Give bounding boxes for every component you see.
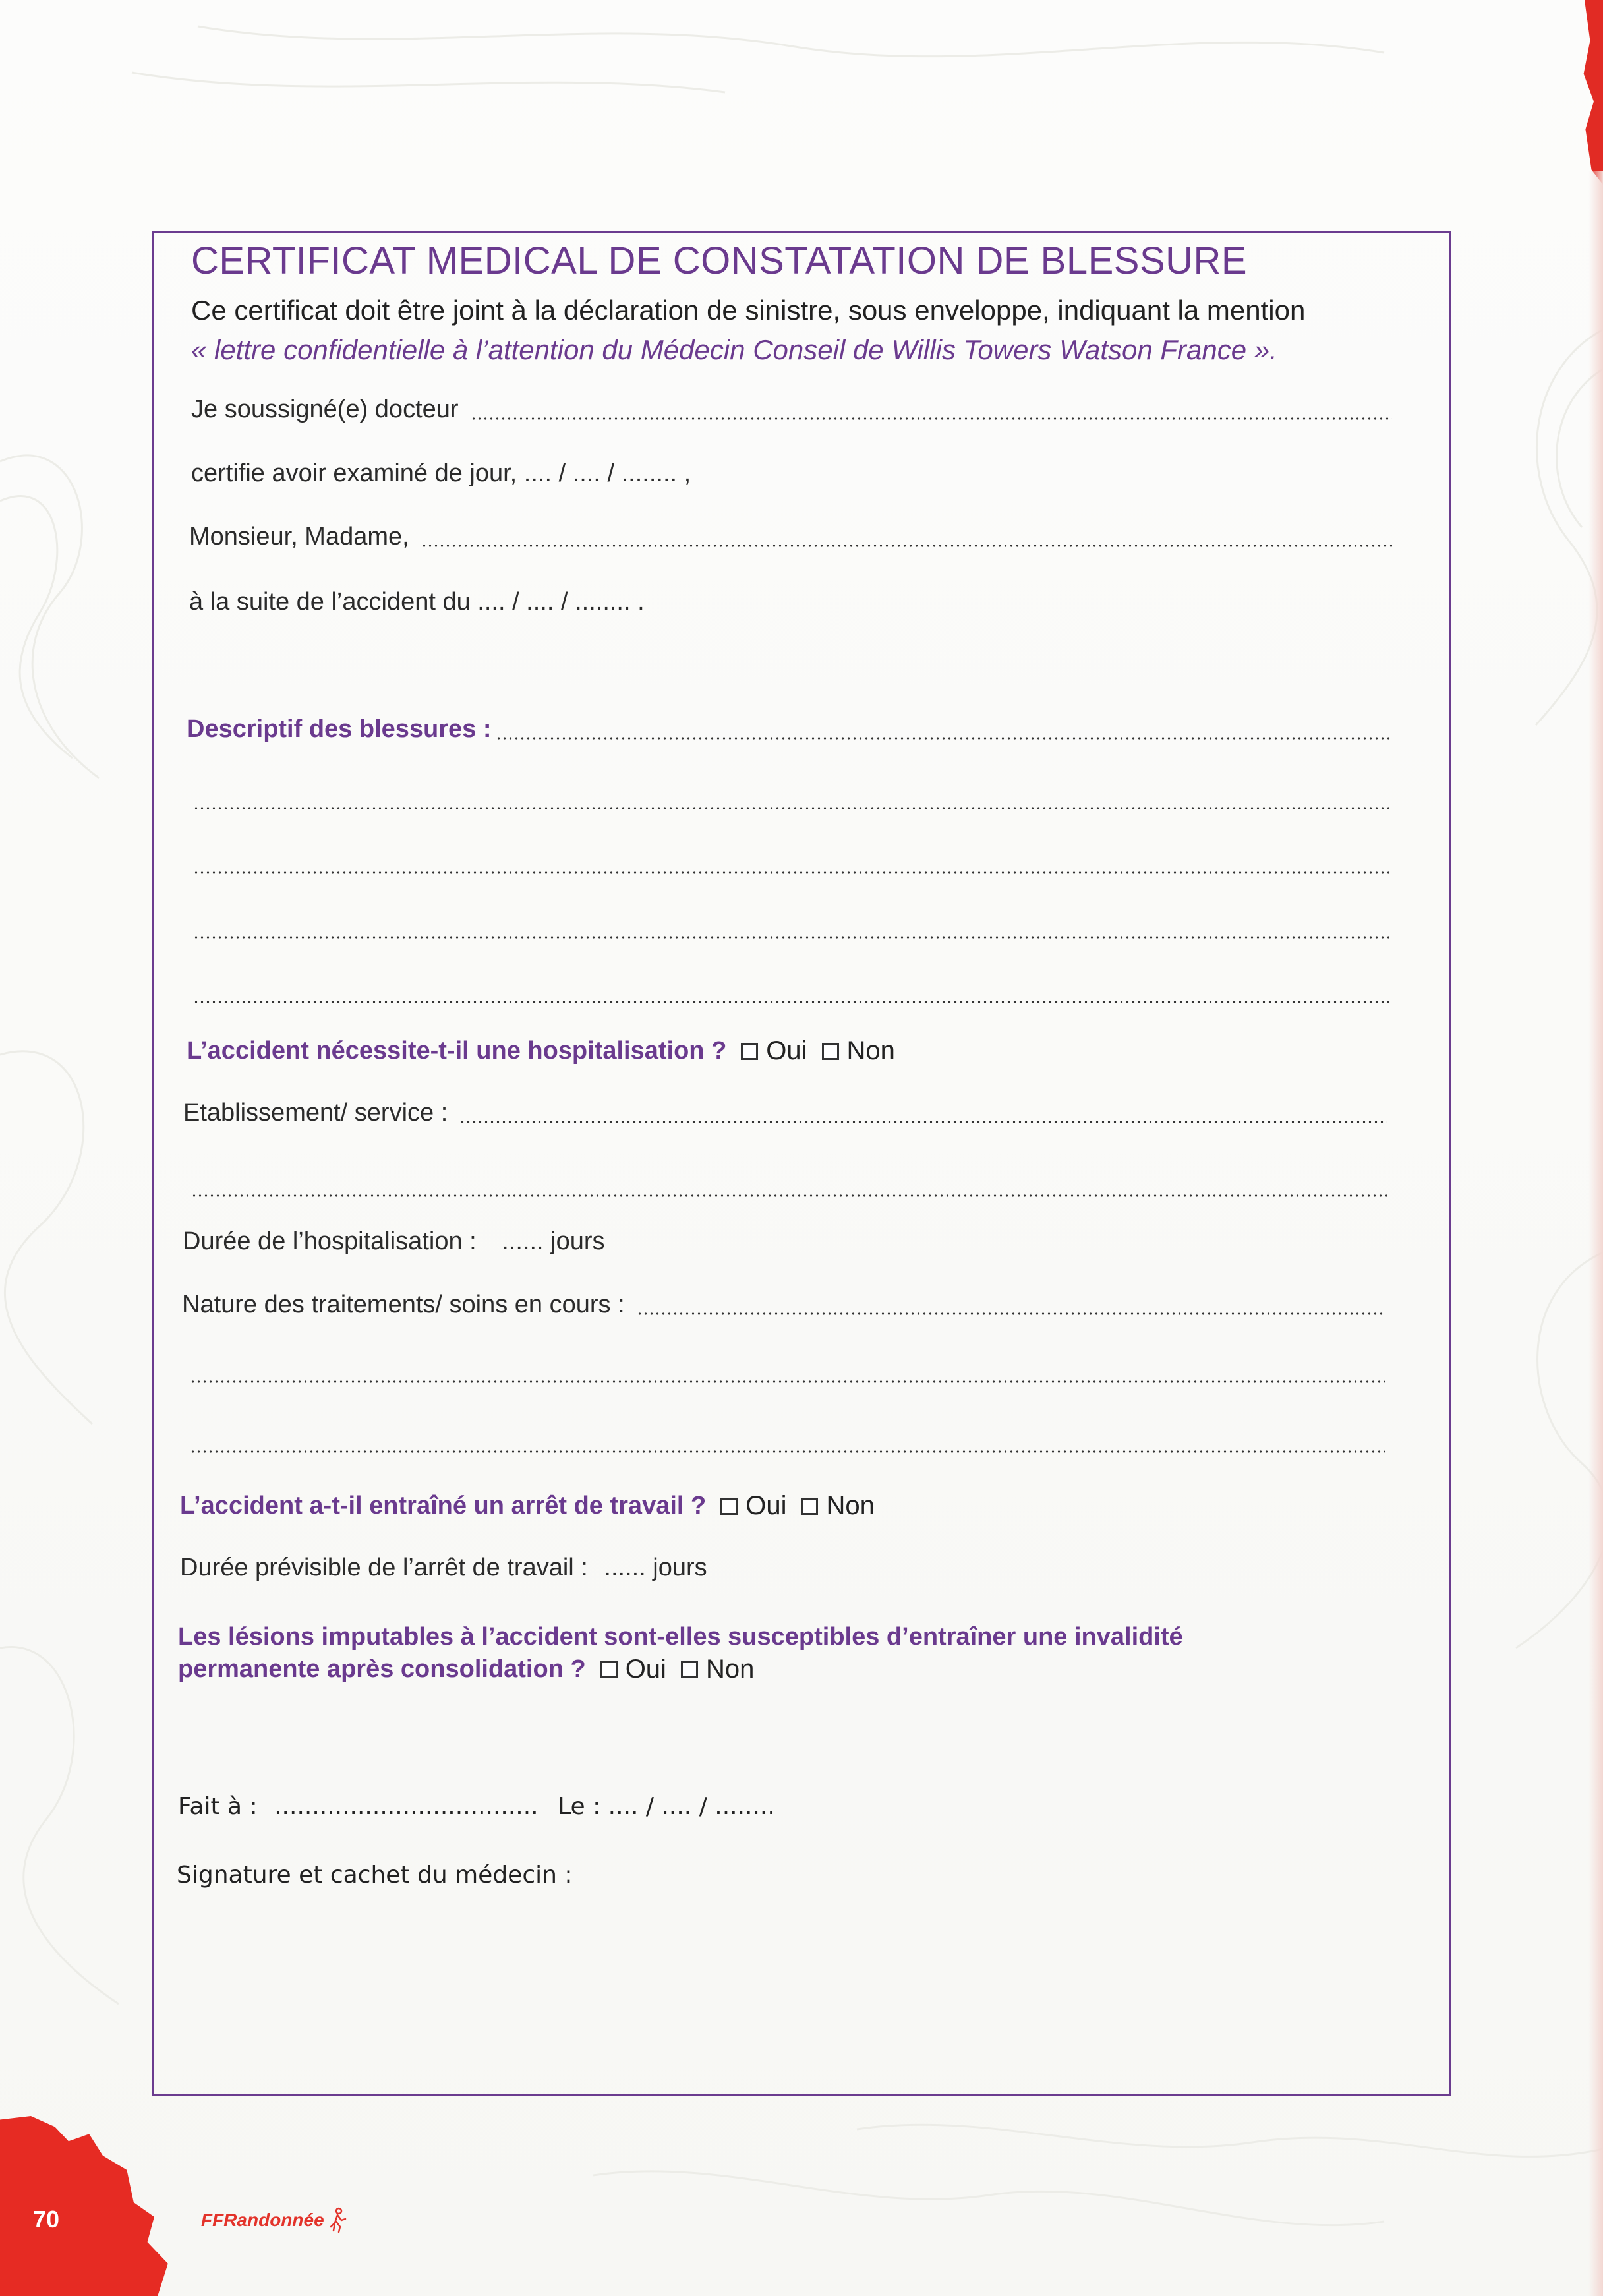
brand-logo xyxy=(201,2207,348,2233)
disability-yes-checkbox[interactable] xyxy=(600,1661,618,1678)
treatments-line-3[interactable] xyxy=(190,1450,1385,1453)
work-stoppage-yes-label: Oui xyxy=(745,1491,787,1520)
disability-no-checkbox[interactable] xyxy=(681,1661,698,1678)
hospitalisation-no-checkbox[interactable] xyxy=(822,1043,839,1060)
establishment-field[interactable] xyxy=(183,1099,1387,1127)
hospitalisation-question-text: L’accident nécessite-t-il une hospitalisation ? xyxy=(187,1037,727,1065)
disability-question-line1: Les lésions imputables à l’accident sont-elles susceptibles d’entraîner une invalidité xyxy=(178,1623,1183,1651)
hospitalisation-question xyxy=(187,1036,895,1066)
treatments-field[interactable] xyxy=(182,1291,1385,1319)
injuries-line-2[interactable] xyxy=(193,807,1389,809)
hiker-icon xyxy=(328,2207,348,2233)
work-stoppage-no-checkbox[interactable] xyxy=(801,1498,818,1515)
injuries-field[interactable] xyxy=(187,715,1391,744)
work-stoppage-duration-label: Durée prévisible de l’arrêt de travail : xyxy=(180,1554,588,1581)
doctor-label: Je soussigné(e) docteur xyxy=(191,396,459,423)
exam-date-field[interactable]: certifie avoir examiné de jour, .... / .... / ........ , xyxy=(191,459,691,487)
certificate-title: CERTIFICAT MEDICAL DE CONSTATATION DE BLESSURE xyxy=(191,239,1248,282)
hospitalisation-yes-label: Oui xyxy=(766,1036,807,1065)
page-edge-tint xyxy=(1588,171,1603,2296)
work-stoppage-question xyxy=(180,1491,875,1521)
treatments-line-2[interactable] xyxy=(190,1380,1385,1383)
place-label: Fait à : xyxy=(178,1793,258,1820)
doctor-dotted-line xyxy=(471,417,1392,420)
hospitalisation-no-label: Non xyxy=(846,1036,895,1065)
injuries-line-4[interactable] xyxy=(193,936,1389,939)
place-date-field[interactable] xyxy=(178,1793,775,1820)
work-stoppage-yes-checkbox[interactable] xyxy=(720,1498,738,1515)
establishment-line-2[interactable] xyxy=(191,1194,1387,1197)
brand-name: FFRandonnée xyxy=(201,2210,324,2230)
patient-label: Monsieur, Madame, xyxy=(189,523,409,550)
patient-field[interactable] xyxy=(189,523,1392,551)
treatments-dotted-line xyxy=(637,1312,1385,1315)
disability-question xyxy=(178,1655,754,1684)
work-stoppage-duration-value: ...... jours xyxy=(604,1554,707,1581)
establishment-dotted-line xyxy=(459,1121,1387,1123)
disability-yes-label: Oui xyxy=(625,1655,666,1684)
injuries-line-5[interactable] xyxy=(193,1001,1389,1003)
treatments-label: Nature des traitements/ soins en cours : xyxy=(182,1291,625,1318)
intro-text: Ce certificat doit être joint à la déclaration de sinistre, sous enveloppe, indiquant la mention xyxy=(191,295,1306,326)
signature-label: Signature et cachet du médecin : xyxy=(177,1862,573,1889)
injuries-dotted-line xyxy=(496,737,1391,740)
work-stoppage-question-text: L’accident a-t-il entraîné un arrêt de travail ? xyxy=(180,1492,707,1519)
page-number: 70 xyxy=(33,2206,60,2233)
establishment-label: Etablissement/ service : xyxy=(183,1099,448,1127)
work-stoppage-no-label: Non xyxy=(826,1491,875,1520)
work-stoppage-duration-field[interactable] xyxy=(180,1554,707,1582)
confidential-mention: « lettre confidentielle à l’attention du Médecin Conseil de Willis Towers Watson France ». xyxy=(191,334,1277,365)
patient-dotted-line xyxy=(421,545,1392,547)
hospitalisation-duration-label: Durée de l’hospitalisation : xyxy=(183,1227,477,1255)
place-dots: ................................... xyxy=(274,1793,539,1820)
accident-date-field[interactable]: à la suite de l’accident du .... / .... / ........ . xyxy=(189,588,645,616)
hospitalisation-yes-checkbox[interactable] xyxy=(741,1043,758,1060)
disability-no-label: Non xyxy=(705,1655,755,1684)
date-label: Le : .... / .... / ........ xyxy=(558,1793,775,1820)
hospitalisation-duration-value: ...... jours xyxy=(502,1227,605,1255)
hospitalisation-duration-field[interactable] xyxy=(183,1227,605,1256)
disability-question-line2: permanente après consolidation ? xyxy=(178,1655,586,1683)
injuries-line-3[interactable] xyxy=(193,871,1389,874)
doctor-field[interactable] xyxy=(191,396,1392,424)
injuries-label: Descriptif des blessures : xyxy=(187,715,492,743)
